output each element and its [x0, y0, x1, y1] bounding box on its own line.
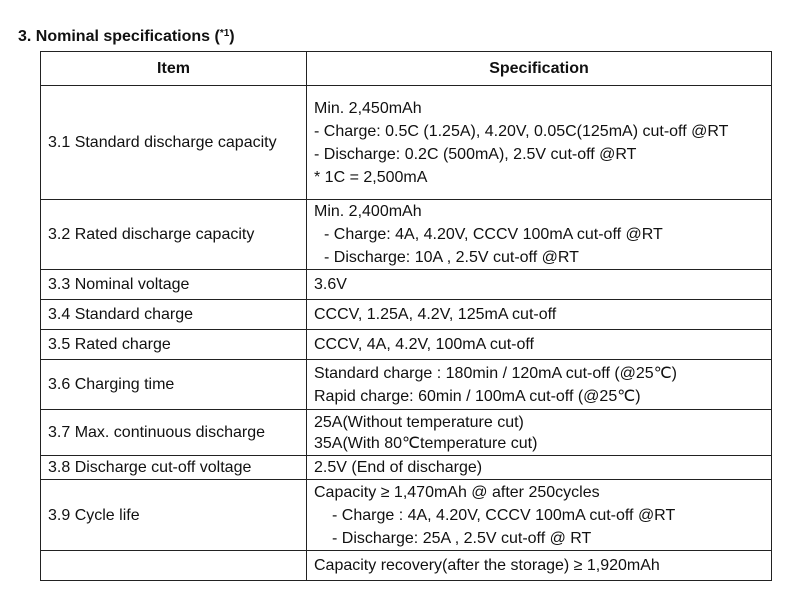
column-header-item: Item [41, 52, 307, 86]
table-row [41, 200, 772, 270]
table-row [41, 270, 772, 300]
spec-line: - Charge: 0.5C (1.25A), 4.20V, 0.05C(125mA) cut-off @RT [314, 122, 729, 140]
nominal-specifications-table [40, 51, 772, 581]
item-cell: 3.3 Nominal voltage [41, 270, 307, 300]
specification-cell [307, 270, 772, 300]
spec-line: 25A(Without temperature cut) [314, 413, 524, 431]
spec-line: 35A(With 80℃temperature cut) [314, 434, 538, 452]
table-row [41, 551, 772, 581]
spec-line: - Charge: 4A, 4.20V, CCCV 100mA cut-off @RT [324, 226, 663, 243]
item-cell: 3.1 Standard discharge capacity [41, 86, 307, 200]
spec-line: Rapid charge: 60min / 100mA cut-off (@25℃) [314, 387, 641, 405]
item-cell: 3.7 Max. continuous discharge [41, 410, 307, 456]
specification-cell [307, 200, 772, 270]
specification-cell [307, 300, 772, 330]
table-header-row [41, 52, 772, 86]
spec-line: - Discharge: 25A , 2.5V cut-off @ RT [332, 529, 592, 547]
spec-line: - Discharge: 0.2C (500mA), 2.5V cut-off @RT [314, 145, 637, 163]
specification-cell [307, 330, 772, 360]
spec-line: CCCV, 4A, 4.2V, 100mA cut-off [314, 336, 534, 353]
footnote-marker: *1 [219, 28, 230, 39]
spec-line: Standard charge : 180min / 120mA cut-off (@25℃) [314, 364, 677, 382]
specification-cell [307, 456, 772, 480]
item-cell: 3.8 Discharge cut-off voltage [41, 456, 307, 480]
spec-line: Capacity ≥ 1,470mAh @ after 250cycles [314, 483, 600, 501]
spec-line: Min. 2,400mAh [314, 203, 422, 220]
spec-line: 2.5V (End of discharge) [314, 458, 483, 476]
spec-line: * 1C = 2,500mA [314, 168, 428, 186]
item-cell: 3.9 Cycle life [41, 480, 307, 551]
table-row [41, 330, 772, 360]
table-row [41, 456, 772, 480]
column-header-specification: Specification [307, 52, 772, 86]
section-title: 3. Nominal specifications ($^{*1}$) [18, 28, 235, 45]
specification-cell [307, 480, 772, 551]
item-cell [41, 551, 307, 581]
item-cell: 3.4 Standard charge [41, 300, 307, 330]
specification-cell [307, 410, 772, 456]
spec-line: CCCV, 1.25A, 4.2V, 125mA cut-off [314, 306, 557, 323]
specification-cell [307, 86, 772, 200]
spec-line: - Discharge: 10A , 2.5V cut-off @RT [324, 249, 579, 266]
spec-line: Capacity recovery(after the storage) ≥ 1,920mAh [314, 557, 660, 574]
table-row [41, 300, 772, 330]
table-row [41, 360, 772, 410]
spec-line: 3.6V [314, 276, 347, 293]
spec-line: Min. 2,450mAh [314, 99, 422, 117]
specification-cell [307, 360, 772, 410]
table-row [41, 86, 772, 200]
table-row [41, 410, 772, 456]
item-cell: 3.6 Charging time [41, 360, 307, 410]
item-cell: 3.2 Rated discharge capacity [41, 200, 307, 270]
item-cell: 3.5 Rated charge [41, 330, 307, 360]
table-row [41, 480, 772, 551]
specification-cell [307, 551, 772, 581]
spec-line: - Charge : 4A, 4.20V, CCCV 100mA cut-off @RT [332, 506, 676, 524]
